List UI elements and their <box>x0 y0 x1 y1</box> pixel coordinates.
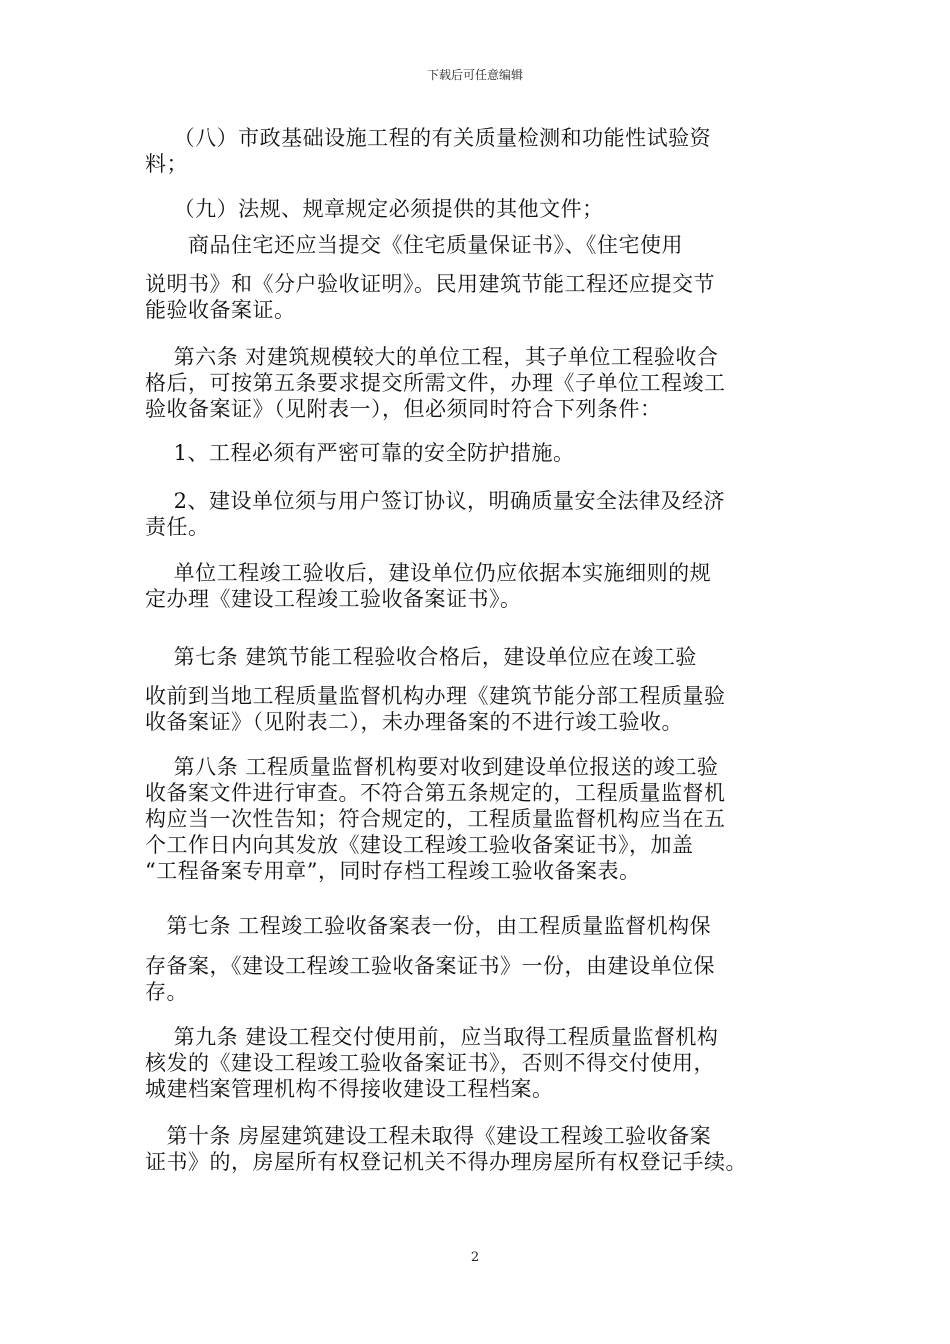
text-line: 责任。 <box>145 515 210 539</box>
text-line: 第六条 对建筑规模较大的单位工程，其子单位工程验收合 <box>145 345 719 369</box>
paragraph-article-7b <box>145 913 805 939</box>
text-line: （八）市政基础设施工程的有关质量检测和功能性试验资 <box>145 126 712 150</box>
paragraph-article-6 <box>145 344 805 422</box>
text-line: 第七条 工程竣工验收备案表一份，由工程质量监督机构保 <box>145 914 712 938</box>
text-line: 存备案，《建设工程竣工验收备案证书》一份，由建设单位保 <box>145 954 715 978</box>
text-line: “工程备案专用章”，同时存档工程竣工验收备案表。 <box>145 859 641 883</box>
paragraph-8 <box>145 125 805 177</box>
paragraph-article-8 <box>145 754 805 884</box>
paragraph-article-9 <box>145 1024 805 1102</box>
text-line: 城建档案管理机构不得接收建设工程档案。 <box>145 1077 554 1101</box>
text-line: 收前到当地工程质量监督机构办理《建筑节能分部工程质量验 <box>145 684 726 708</box>
text-line: 定办理《建设工程竣工验收备案证书》。 <box>145 587 522 611</box>
page-number: 2 <box>470 1250 480 1265</box>
text-line: （九）法规、规章规定必须提供的其他文件； <box>145 197 604 221</box>
paragraph-housing-cont <box>145 271 805 323</box>
paragraph-9 <box>145 196 805 222</box>
text-line: 个工作日内向其发放《建设工程竣工验收备案证书》，加盖 <box>145 833 694 857</box>
text-line: 单位工程竣工验收后，建设单位仍应依据本实施细则的规 <box>145 561 712 585</box>
text-line: 2、建设单位须与用户签订协议，明确质量安全法律及经济 <box>145 489 726 513</box>
text-line: 第八条 工程质量监督机构要对收到建设单位报送的竣工验 <box>145 755 719 779</box>
text-line: 料； <box>145 152 188 176</box>
text-line: 收备案证》（见附表二），未办理备案的不进行竣工验收。 <box>145 710 683 734</box>
text-line: 核发的《建设工程竣工验收备案证书》，否则不得交付使用， <box>145 1051 715 1075</box>
paragraph-article-7a-cont <box>145 683 805 735</box>
text-line: 格后，可按第五条要求提交所需文件，办理《子单位工程竣工 <box>145 371 726 395</box>
text-line: 第七条 建筑节能工程验收合格后，建设单位应在竣工验 <box>145 645 697 669</box>
text-line: 能验收备案证。 <box>145 298 296 322</box>
text-line: 商品住宅还应当提交《住宅质量保证书》、《住宅使用 <box>145 233 683 257</box>
paragraph-condition-2 <box>145 488 805 540</box>
paragraph-condition-1 <box>145 440 805 466</box>
text-line: 验收备案证》（见附表一），但必须同时符合下列条件： <box>145 397 662 421</box>
paragraph-article-7a <box>145 644 805 670</box>
text-line: 第十条 房屋建筑建设工程未取得《建设工程竣工验收备案 <box>145 1124 712 1148</box>
text-line: 说明书》和《分户验收证明》。民用建筑节能工程还应提交节 <box>145 272 715 296</box>
paragraph-housing <box>145 232 805 258</box>
page-header: 下载后可任意编辑 <box>426 68 523 82</box>
text-line: 存。 <box>145 980 188 1004</box>
text-line: 第九条 建设工程交付使用前，应当取得工程质量监督机构 <box>145 1025 719 1049</box>
text-line: 证书》的，房屋所有权登记机关不得办理房屋所有权登记手续。 <box>145 1150 747 1174</box>
paragraph-unit-completion <box>145 560 805 612</box>
paragraph-article-7b-cont <box>145 953 805 1005</box>
paragraph-article-10 <box>145 1123 805 1175</box>
text-line: 构应当一次性告知；符合规定的，工程质量监督机构应当在五 <box>145 807 726 831</box>
text-line: 1、工程必须有严密可靠的安全防护措施。 <box>145 441 575 465</box>
text-line: 收备案文件进行审查。不符合第五条规定的，工程质量监督机 <box>145 781 726 805</box>
